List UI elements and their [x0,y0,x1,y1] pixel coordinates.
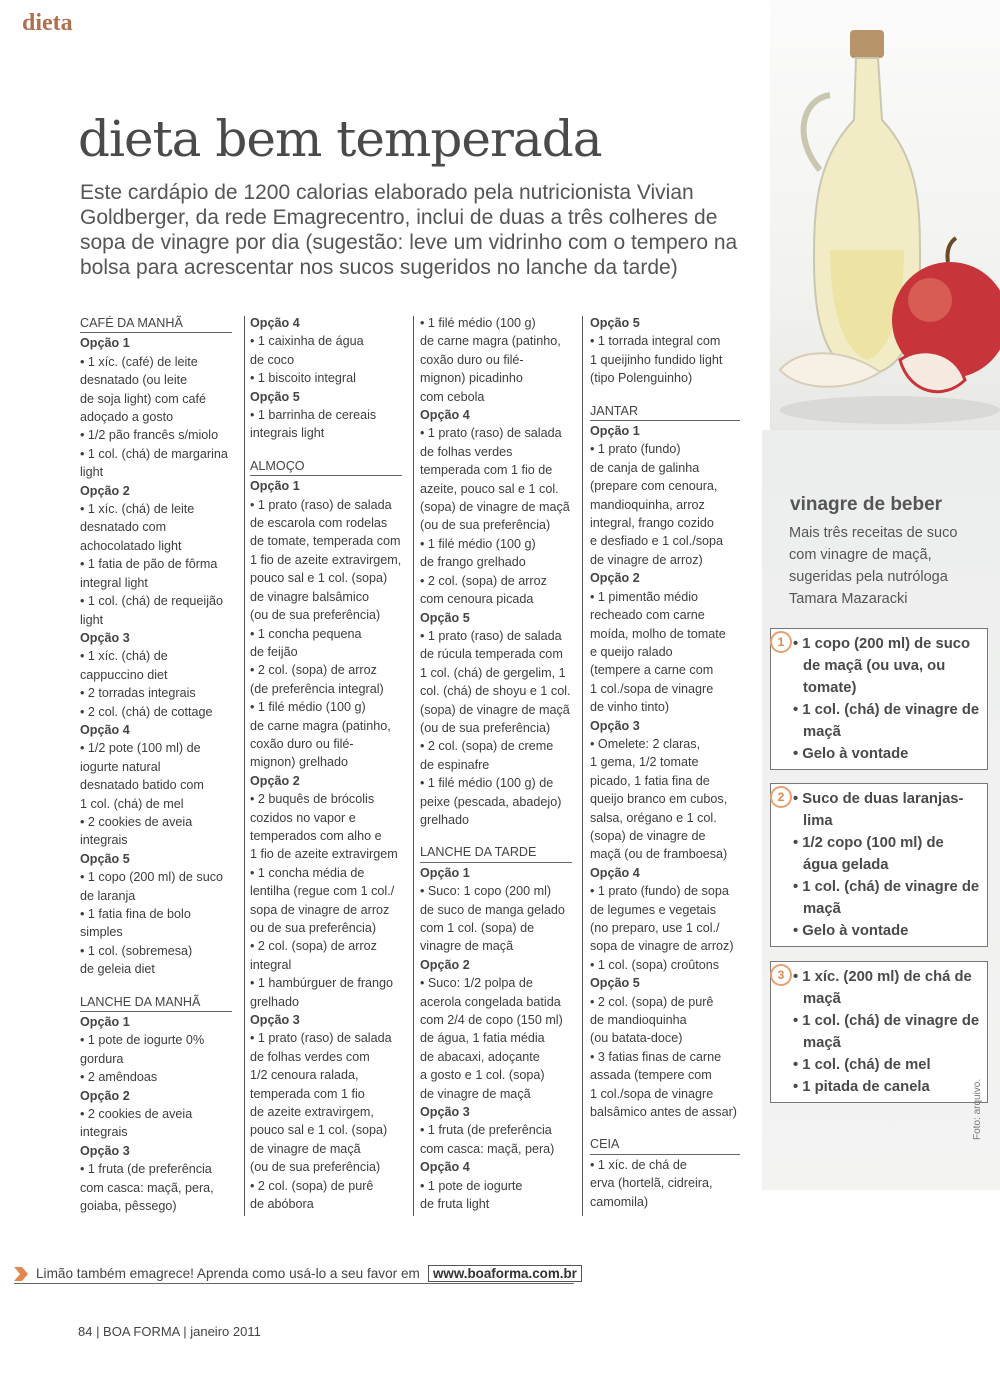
menu-item-line: com cebola [420,389,485,404]
menu-item-line: • Suco: 1 copo (200 ml) [420,884,552,899]
menu-item-line: • 1 col. (sobremesa) [80,943,193,958]
menu-option-label: Opção 2 [590,571,640,586]
menu-item-line: 1 gema, 1/2 tomate [590,755,699,770]
menu-item-line: • 2 col. (sopa) de arroz [420,573,547,588]
menu-item-line: • 1 pote de iogurte [420,1178,523,1193]
menu-item-line: (ou de sua preferência) [420,518,551,533]
recipe-box-3 [770,961,988,1103]
menu-option-label: Opção 5 [590,316,640,330]
menu-item-line: • 1 concha pequena [250,626,362,641]
menu-item-line: de carne magra (patinho, [420,334,561,349]
menu-section-heading: LANCHE DA MANHÃ [80,993,232,1012]
menu-item-line: maçã (ou de framboesa) [590,847,728,862]
menu-item-line: vinagre de maçã [420,939,514,954]
menu-option-label: Opção 5 [250,389,300,404]
menu-item-line: cozidos no vapor e [250,810,356,825]
menu-item-line: • 1 xíc. de chá de [590,1157,687,1172]
menu-item-line: de espinafre [420,757,490,772]
recipe-number: 3 [770,964,792,986]
page-title: dieta bem temperada [78,110,602,168]
menu-item-line: • Suco: 1/2 polpa de [420,976,533,991]
menu-item-line: • 2 amêndoas [80,1070,158,1085]
menu-item-line: (sopa) de vinagre de [590,828,706,843]
menu-item-line: e queijo ralado [590,644,673,659]
menu-option-label: Opção 2 [80,483,130,498]
recipe-ingredient: • 1/2 copo (100 ml) de água gelada [793,835,944,873]
menu-item-line: • 1 filé médio (100 g) [420,316,536,330]
menu-item-line: de carne magra (patinho, [250,718,391,733]
menu-item-line: col. (chá) de shoyu e 1 col. [420,684,571,699]
recipe-ingredient: • Suco de duas laranjas-lima [793,791,964,829]
menu-item-line: cappuccino diet [80,667,168,682]
menu-item-line: com 1 col. (sopa) de [420,921,535,935]
menu-item-line: • 2 col. (sopa) de purê [590,994,714,1009]
menu-item-line: desnatado batido com [80,778,204,793]
menu-item-line: • 1 xíc. (chá) de [80,649,168,664]
menu-item-line: integrais [80,1125,128,1140]
menu-item-line: • 1 caixinha de água [250,334,364,349]
menu-option-label: Opção 1 [80,336,130,351]
menu-item-line: • 1 fatia de pão de fôrma [80,557,218,572]
menu-item-line: 1 col. (chá) de gergelim, 1 [420,665,566,680]
menu-item-line: desnatado com [80,520,167,535]
tip-link[interactable]: www.boaforma.com.br [428,1265,582,1282]
menu-item-line: 1 fio de azeite extravirgem, [250,552,402,567]
menu-item-line: 1 col. (chá) de mel [80,796,184,811]
column-divider [582,316,583,1216]
menu-item-line: de coco [250,352,295,367]
menu-item-line: • 1 prato (raso) de salada [420,426,562,441]
menu-item-line: • 2 buquês de brócolis [250,792,375,807]
intro-paragraph: Este cardápio de 1200 calorias elaborado pela nutricionista Vivian Goldberger, da rede Emagrecentro, inclui de duas a três colheres de sopa de vinagre por dia (sugestão: leve um vidrinho com o tempero na bolsa para acrescentar nos sucos sugeridos no lanche da tarde) [80,181,738,279]
menu-item-line: temperada com 1 fio [250,1086,365,1101]
menu-item-line: • 1 pimentão médio [590,589,699,604]
bottle-apple-illustration [770,0,1000,430]
menu-item-line: • 1 fatia fina de bolo [80,907,191,921]
menu-item-line: • 1/2 pote (100 ml) de [80,741,201,756]
menu-item-line: • 1 prato (raso) de salada [250,497,392,512]
menu-item-line: goiaba, pêssego) [80,1199,177,1214]
menu-item-line: • 1 xíc. (café) de leite [80,354,198,369]
menu-item-line: com 2/4 de copo (150 ml) [420,1013,563,1028]
menu-item-line: • 2 cookies de aveia [80,1107,193,1122]
menu-column-4 [590,314,740,1211]
menu-item-line: • 1 col. (sopa) croûtons [590,957,720,972]
menu-item-line: de abacaxi, adoçante [420,1049,540,1064]
recipe-ingredient: • 1 col. (chá) de vinagre de maçã [793,879,980,917]
menu-item-line: integrais light [250,426,325,441]
menu-item-line: (sopa) de vinagre de maçã [420,702,570,717]
menu-item-line: • 2 col. (sopa) de arroz [250,939,377,954]
menu-item-line: • 1 prato (raso) de salada [250,1031,392,1046]
recipe-box-1 [770,628,988,770]
menu-item-line: balsâmico antes de assar) [590,1105,737,1120]
menu-item-line: • 1 filé médio (100 g) [420,536,536,551]
menu-item-line: • 1 barrinha de cereais [250,408,377,423]
menu-item-line: de fruta light [420,1197,490,1212]
menu-item-line: integral, frango cozido [590,516,714,531]
menu-option-label: Opção 4 [420,408,470,423]
menu-item-line: • 2 col. (sopa) de purê [250,1178,374,1193]
menu-option-label: Opção 4 [250,316,300,330]
menu-column-3 [420,314,572,1214]
menu-item-line: salsa, orégano e 1 col. [590,810,717,825]
menu-item-line: de legumes e vegetais [590,902,717,917]
menu-item-line: de escarola com rodelas [250,516,388,531]
menu-item-line: de geleia diet [80,962,155,977]
menu-item-line: de folhas verdes com [250,1049,370,1064]
menu-item-line: de azeite extravirgem, [250,1105,374,1120]
menu-item-line: • 1 pote de iogurte 0% [80,1033,205,1048]
menu-option-label: Opção 1 [250,479,300,494]
recipe-ingredient: • Gelo à vontade [793,746,909,762]
recipe-number: 2 [770,786,792,808]
menu-option-label: Opção 4 [590,865,640,880]
menu-item-line: de vinho tinto) [590,700,670,715]
menu-item-line: com cenoura picada [420,592,534,607]
menu-option-label: Opção 2 [420,957,470,972]
menu-option-label: Opção 3 [420,1105,470,1120]
menu-section-heading: ALMOÇO [250,457,402,476]
menu-item-line: 1 fio de azeite extravirgem [250,847,398,862]
tip-text: Limão também emagrece! Aprenda como usá-lo a seu favor em [36,1266,420,1281]
menu-item-line: picado, 1 fatia fina de [590,773,710,788]
menu-item-line: integral light [80,575,148,590]
menu-item-line: • 1 filé médio (100 g) [250,700,366,715]
menu-item-line: com casca: maçã, pera) [420,1141,555,1156]
menu-item-line: • 2 col. (sopa) de arroz [250,663,377,678]
menu-item-line: simples [80,925,123,940]
menu-item-line: (ou de sua preferência) [250,1160,381,1175]
sidebar-subtitle: Mais três receitas de suco com vinagre de maçã, sugeridas pela nutróloga Tamara Mazaracki [789,525,958,607]
page-footer: 84 | BOA FORMA | janeiro 2011 [78,1324,261,1339]
menu-option-label: Opção 2 [80,1088,130,1103]
menu-item-line: 1 col./sopa de vinagre [590,1086,714,1101]
menu-item-line: • 2 torradas integrais [80,686,196,701]
recipe-ingredient: • 1 col. (chá) de vinagre de maçã [793,702,980,740]
menu-option-label: Opção 1 [80,1015,130,1030]
menu-item-line: • 1 biscoito integral [250,371,356,386]
chevron-right-icon [14,1267,28,1281]
menu-item-line: • 1 filé médio (100 g) de [420,776,554,791]
menu-item-line: temperados com alho e [250,828,382,843]
menu-item-line: 1 col./sopa de vinagre [590,681,714,696]
tip-bar [14,1266,577,1284]
menu-item-line: de vinagre de maçã [250,1141,361,1156]
vinegar-bottle-photo [770,0,1000,430]
menu-item-line: a gosto e 1 col. (sopa) [420,1068,545,1083]
menu-item-line: de tomate, temperada com [250,534,401,549]
menu-item-line: • 3 fatias finas de carne [590,1049,722,1064]
menu-item-line: gordura [80,1051,124,1066]
menu-column-2 [250,314,402,1214]
menu-option-label: Opção 1 [590,424,640,439]
menu-option-label: Opção 1 [420,865,470,880]
recipe-ingredient: • 1 col. (chá) de vinagre de maçã [793,1013,980,1051]
menu-item-line: achocolatado light [80,538,182,553]
menu-item-line: temperada com 1 fio de [420,463,553,478]
menu-item-line: coxão duro ou filé- [420,352,524,367]
menu-item-line: de vinagre de maçã [420,1086,531,1101]
menu-item-line: de soja light) com café [80,391,206,406]
menu-item-line: erva (hortelã, cidreira, [590,1176,713,1191]
menu-option-label: Opção 4 [420,1160,470,1175]
menu-item-line: sopa de vinagre de arroz) [590,939,734,954]
menu-item-line: • 1 copo (200 ml) de suco [80,870,224,885]
menu-item-line: pouco sal e 1 col. (sopa) [250,1123,388,1138]
menu-item-line: ou de sua preferência) [250,921,377,935]
menu-item-line: light [80,465,104,480]
photo-credit: Foto: arquivo. [972,1078,983,1140]
menu-item-line: de suco de manga gelado [420,902,565,917]
menu-item-line: com casca: maçã, pera, [80,1180,214,1195]
menu-item-line: • 1 prato (fundo) [590,442,681,457]
menu-item-line: peixe (pescada, abadejo) [420,794,562,809]
menu-item-line: • 1 prato (raso) de salada [420,628,562,643]
menu-item-line: de água, 1 fatia média [420,1031,545,1046]
menu-section-heading: CAFÉ DA MANHÃ [80,314,232,333]
menu-section-heading: JANTAR [590,402,740,421]
menu-option-label: Opção 4 [80,722,130,737]
menu-item-line: (de preferência integral) [250,681,384,696]
recipe-ingredient: • Gelo à vontade [793,923,909,939]
menu-section-heading: CEIA [590,1135,740,1154]
menu-item-line: grelhado [420,812,470,827]
menu-option-label: Opção 3 [80,1143,130,1158]
menu-item-line: (ou batata-doce) [590,1031,683,1046]
menu-item-line: desnatado (ou leite [80,373,188,388]
menu-item-line: acerola congelada batida [420,994,561,1009]
menu-item-line: • 1 xíc. (chá) de leite [80,502,195,517]
menu-item-line: • 1 col. (chá) de margarina [80,446,228,461]
menu-item-line: 1/2 cenoura ralada, [250,1068,359,1083]
menu-item-line: (prepare com cenoura, [590,479,718,494]
menu-item-line: • 2 col. (sopa) de creme [420,739,554,754]
recipe-number: 1 [770,631,792,653]
menu-item-line: mandioquinha, arroz [590,497,705,512]
menu-item-line: • 1 fruta (de preferência [80,1162,212,1177]
menu-item-line: queijo branco em cubos, [590,792,728,807]
menu-item-line: adoçado a gosto [80,410,174,425]
menu-item-line: coxão duro ou filé- [250,736,354,751]
menu-item-line: de laranja [80,888,136,903]
recipe-ingredient: • 1 col. (chá) de mel [793,1057,931,1073]
menu-item-line: • 1/2 pão francês s/miolo [80,428,219,443]
recipe-ingredient: • 1 pitada de canela [793,1079,930,1095]
menu-item-line: • 1 prato (fundo) de sopa [590,884,729,899]
menu-item-line: • 2 col. (chá) de cottage [80,704,213,719]
menu-item-line: assada (tempere com [590,1068,712,1083]
menu-item-line: integral [250,957,292,972]
menu-item-line: • 1 hambúrguer de frango [250,976,394,991]
menu-option-label: Opção 5 [80,851,130,866]
column-divider [244,316,245,1216]
menu-option-label: Opção 5 [420,610,470,625]
menu-option-label: Opção 5 [590,976,640,991]
menu-item-line: mignon) picadinho [420,371,523,386]
menu-item-line: • 2 cookies de aveia [80,814,193,829]
menu-item-line: pouco sal e 1 col. (sopa) [250,571,388,586]
menu-item-line: integrais [80,833,128,848]
menu-item-line: iogurte natural [80,759,161,774]
menu-item-line: (ou de sua preferência) [420,720,551,735]
menu-item-line: (tempere a carne com [590,663,714,678]
menu-section-heading: LANCHE DA TARDE [420,843,572,862]
menu-item-line: de frango grelhado [420,555,526,570]
menu-item-line: de folhas verdes [420,444,513,459]
menu-item-line: light [80,612,104,627]
menu-item-line: de vinagre balsâmico [250,589,370,604]
menu-column-1 [80,314,232,1216]
menu-item-line: • 1 torrada integral com [590,334,721,349]
menu-option-label: Opção 3 [250,1013,300,1028]
menu-item-line: 1 queijinho fundido light [590,352,723,367]
menu-item-line: (sopa) de vinagre de maçã [420,500,570,515]
column-divider [413,316,414,1216]
menu-item-line: lentilha (regue com 1 col./ [250,884,395,899]
menu-item-line: de mandioquinha [590,1013,687,1028]
menu-item-line: • 1 col. (chá) de requeijão [80,594,224,609]
recipe-ingredient: • 1 xíc. (200 ml) de chá de maçã [793,969,972,1007]
section-tag: dieta [22,10,73,36]
menu-option-label: Opção 3 [590,718,640,733]
menu-option-label: Opção 2 [250,773,300,788]
menu-item-line: grelhado [250,994,300,1009]
menu-item-line: sopa de vinagre de arroz [250,902,390,917]
menu-item-line: mignon) grelhado [250,755,349,770]
menu-item-line: de abóbora [250,1197,314,1212]
menu-option-label: Opção 3 [80,630,130,645]
menu-item-line: camomila) [590,1194,649,1209]
menu-item-line: moída, molho de tomate [590,626,726,641]
menu-item-line: azeite, pouco sal e 1 col. [420,481,559,496]
menu-item-line: • 1 concha média de [250,865,365,880]
menu-item-line: (tipo Polenguinho) [590,371,693,386]
menu-item-line: • 1 fruta (de preferência [420,1123,552,1138]
menu-item-line: de canja de galinha [590,460,700,475]
recipe-box-2 [770,783,988,947]
sidebar-title: vinagre de beber [790,494,943,515]
menu-item-line: de rúcula temperada com [420,647,563,662]
menu-item-line: e desfiado e 1 col./sopa [590,534,724,549]
recipe-ingredient: • 1 copo (200 ml) de suco de maçã (ou uva, ou tomate) [793,636,971,696]
menu-item-line: de vinagre de arroz) [590,552,703,567]
menu-item-line: recheado com carne [590,608,705,623]
menu-item-line: de feijão [250,644,298,659]
menu-item-line: (no preparo, use 1 col./ [590,921,720,935]
menu-item-line: • Omelete: 2 claras, [590,736,701,751]
menu-item-line: (ou de sua preferência) [250,608,381,623]
